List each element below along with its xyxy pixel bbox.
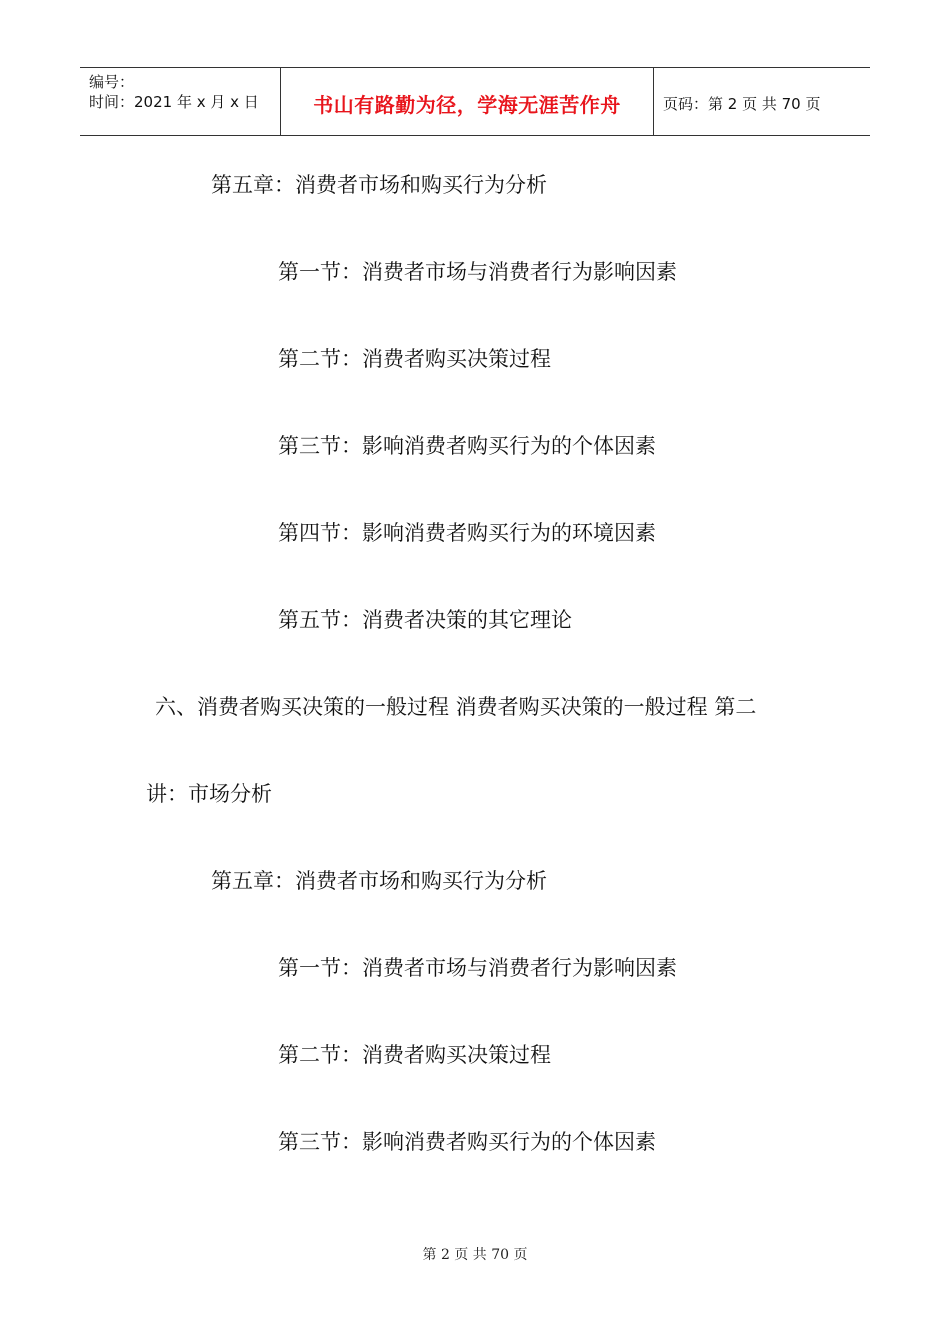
chapter-heading: 第五章：消费者市场和购买行为分析: [211, 869, 547, 893]
header-motto: 书山有路勤为径，学海无涯苦作舟: [313, 93, 621, 117]
paragraph-line: 讲：市场分析: [146, 782, 272, 806]
section-heading: 第四节：影响消费者购买行为的环境因素: [278, 521, 656, 545]
paragraph-line: 六、消费者购买决策的一般过程 消费者购买决策的一般过程 第二: [155, 695, 757, 719]
section-heading: 第一节：消费者市场与消费者行为影响因素: [278, 956, 677, 980]
section-heading: 第二节：消费者购买决策过程: [278, 1043, 551, 1067]
page-header: [80, 67, 870, 136]
section-heading: 第三节：影响消费者购买行为的个体因素: [278, 1130, 656, 1154]
chapter-heading: 第五章：消费者市场和购买行为分析: [211, 173, 547, 197]
section-heading: 第三节：影响消费者购买行为的个体因素: [278, 434, 656, 458]
section-heading: 第五节：消费者决策的其它理论: [278, 608, 572, 632]
page-footer: 第 2 页 共 70 页: [422, 1247, 528, 1263]
section-heading: 第一节：消费者市场与消费者行为影响因素: [278, 260, 677, 284]
document-date: 时间：2021 年 x 月 x 日: [89, 93, 259, 111]
header-page-cell: [654, 68, 870, 135]
header-page-info: 页码：第 2 页 共 70 页: [663, 95, 821, 113]
section-heading: 第二节：消费者购买决策过程: [278, 347, 551, 371]
document-number-label: 编号：: [89, 73, 135, 91]
header-motto-cell: [281, 68, 654, 135]
header-meta-cell: [80, 68, 281, 135]
